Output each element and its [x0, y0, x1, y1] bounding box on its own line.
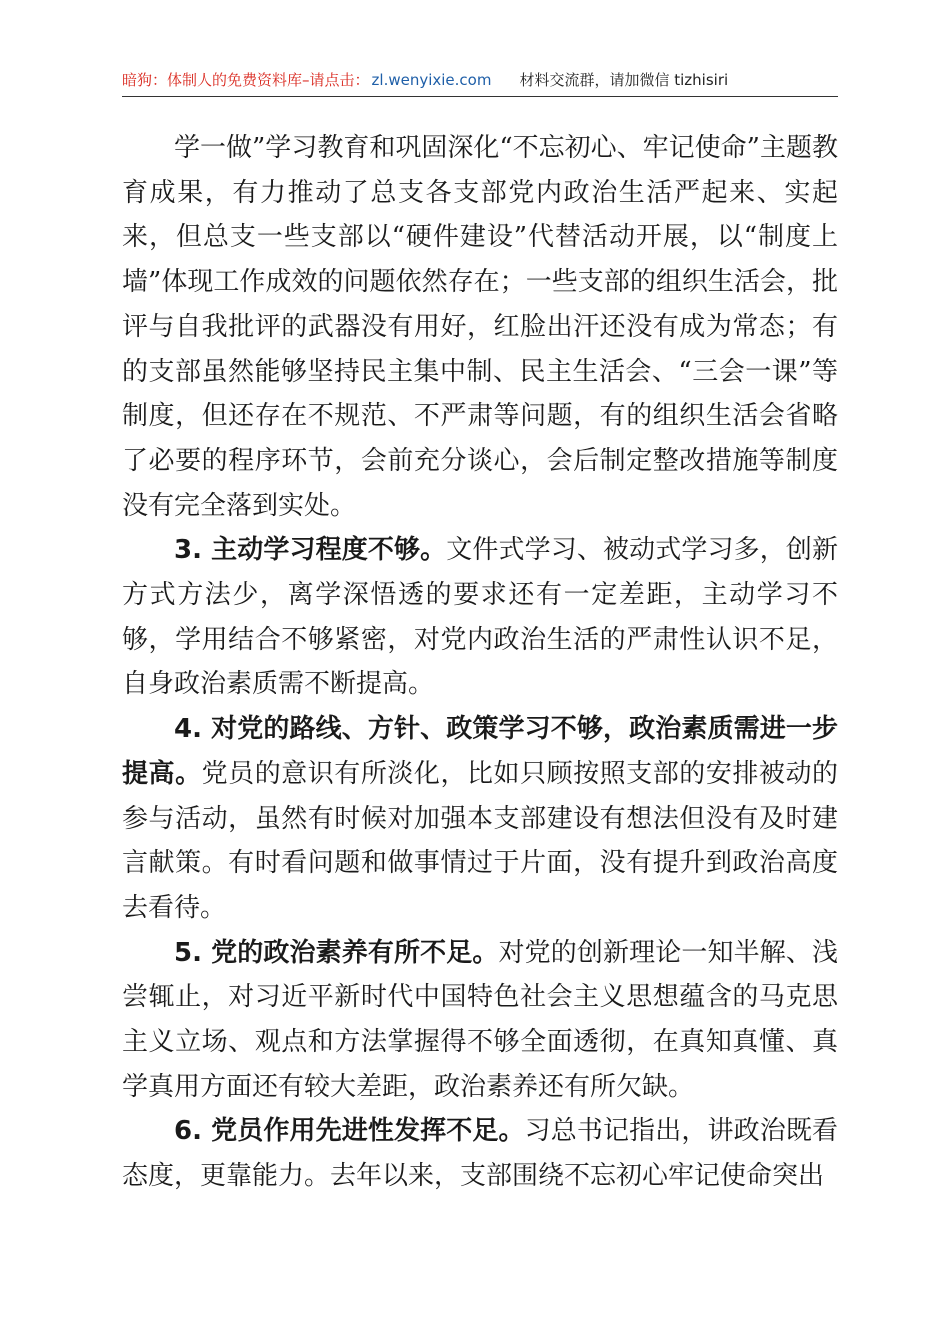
- paragraph-item-3: [122, 528, 838, 707]
- document-body: [122, 126, 838, 1199]
- header-contact-text: 材料交流群，请加微信 tizhisiri: [519, 71, 729, 89]
- paragraph-item-6: [122, 1109, 838, 1198]
- paragraph-continuation: [122, 126, 838, 528]
- paragraph-heading: 4. 对党的路线、方针、政策学习不够，政治素质需进一步提高。: [122, 714, 838, 789]
- paragraph-item-4: [122, 707, 838, 931]
- paragraph-item-5: [122, 931, 838, 1110]
- paragraph-text: 文件式学习、被动式学习多，创新方式方法少，离学深悟透的要求还有一定差距，主动学习不够，学用结合不够紧密，对党内政治生活的严肃性认识不足，自身政治素质需不断提高。: [122, 535, 838, 700]
- paragraph-heading: 5. 党的政治素养有所不足。: [174, 937, 499, 968]
- paragraph-heading: 6. 党员作用先进性发挥不足。: [174, 1116, 525, 1147]
- page-header: [122, 66, 838, 94]
- header-link-prefix: –请点击：: [302, 71, 370, 89]
- paragraph-text: 对党的创新理论一知半解、浅尝辄止，对习近平新时代中国特色社会主义思想蕴含的马克思主义立场、观点和方法掌握得不够全面透彻，在真知真懂、真学真用方面还有较大差距，政治素养还有所欠缺。: [122, 937, 838, 1102]
- header-url-link[interactable]: zl.wenyixie.com: [371, 71, 492, 89]
- paragraph-text: 学一做”学习教育和巩固深化“不忘初心、牢记使命”主题教育成果，有力推动了总支各支部党内政治生活严起来、实起来，但总支一些支部以“硬件建设”代替活动开展，以“制度上墙”体现工作成效的问题依然存在；一些支部的组织生活会，批评与自我批评的武器没有用好，红脸出汗还没有成为常态；有的支部虽然能够坚持民主集中制、民主生活会、“三会一课”等制度，但还存在不规范、不严肃等问题，有的组织生活会省略了必要的程序环节，会前充分谈心，会后制定整改措施等制度没有完全落到实处。: [122, 133, 838, 521]
- paragraph-text: 习总书记指出，讲政治既看态度，更靠能力。去年以来，支部围绕不忘初心牢记使命突出: [122, 1116, 838, 1192]
- paragraph-heading: 3. 主动学习程度不够。: [174, 535, 447, 566]
- paragraph-text: 党员的意识有所淡化，比如只顾按照支部的安排被动的参与活动，虽然有时候对加强本支部建设有想法但没有及时建言献策。有时看问题和做事情过于片面，没有提升到政治高度去看待。: [122, 758, 838, 923]
- header-divider: [122, 96, 838, 97]
- header-site-name: 暗狗：体制人的免费资料库: [122, 71, 303, 89]
